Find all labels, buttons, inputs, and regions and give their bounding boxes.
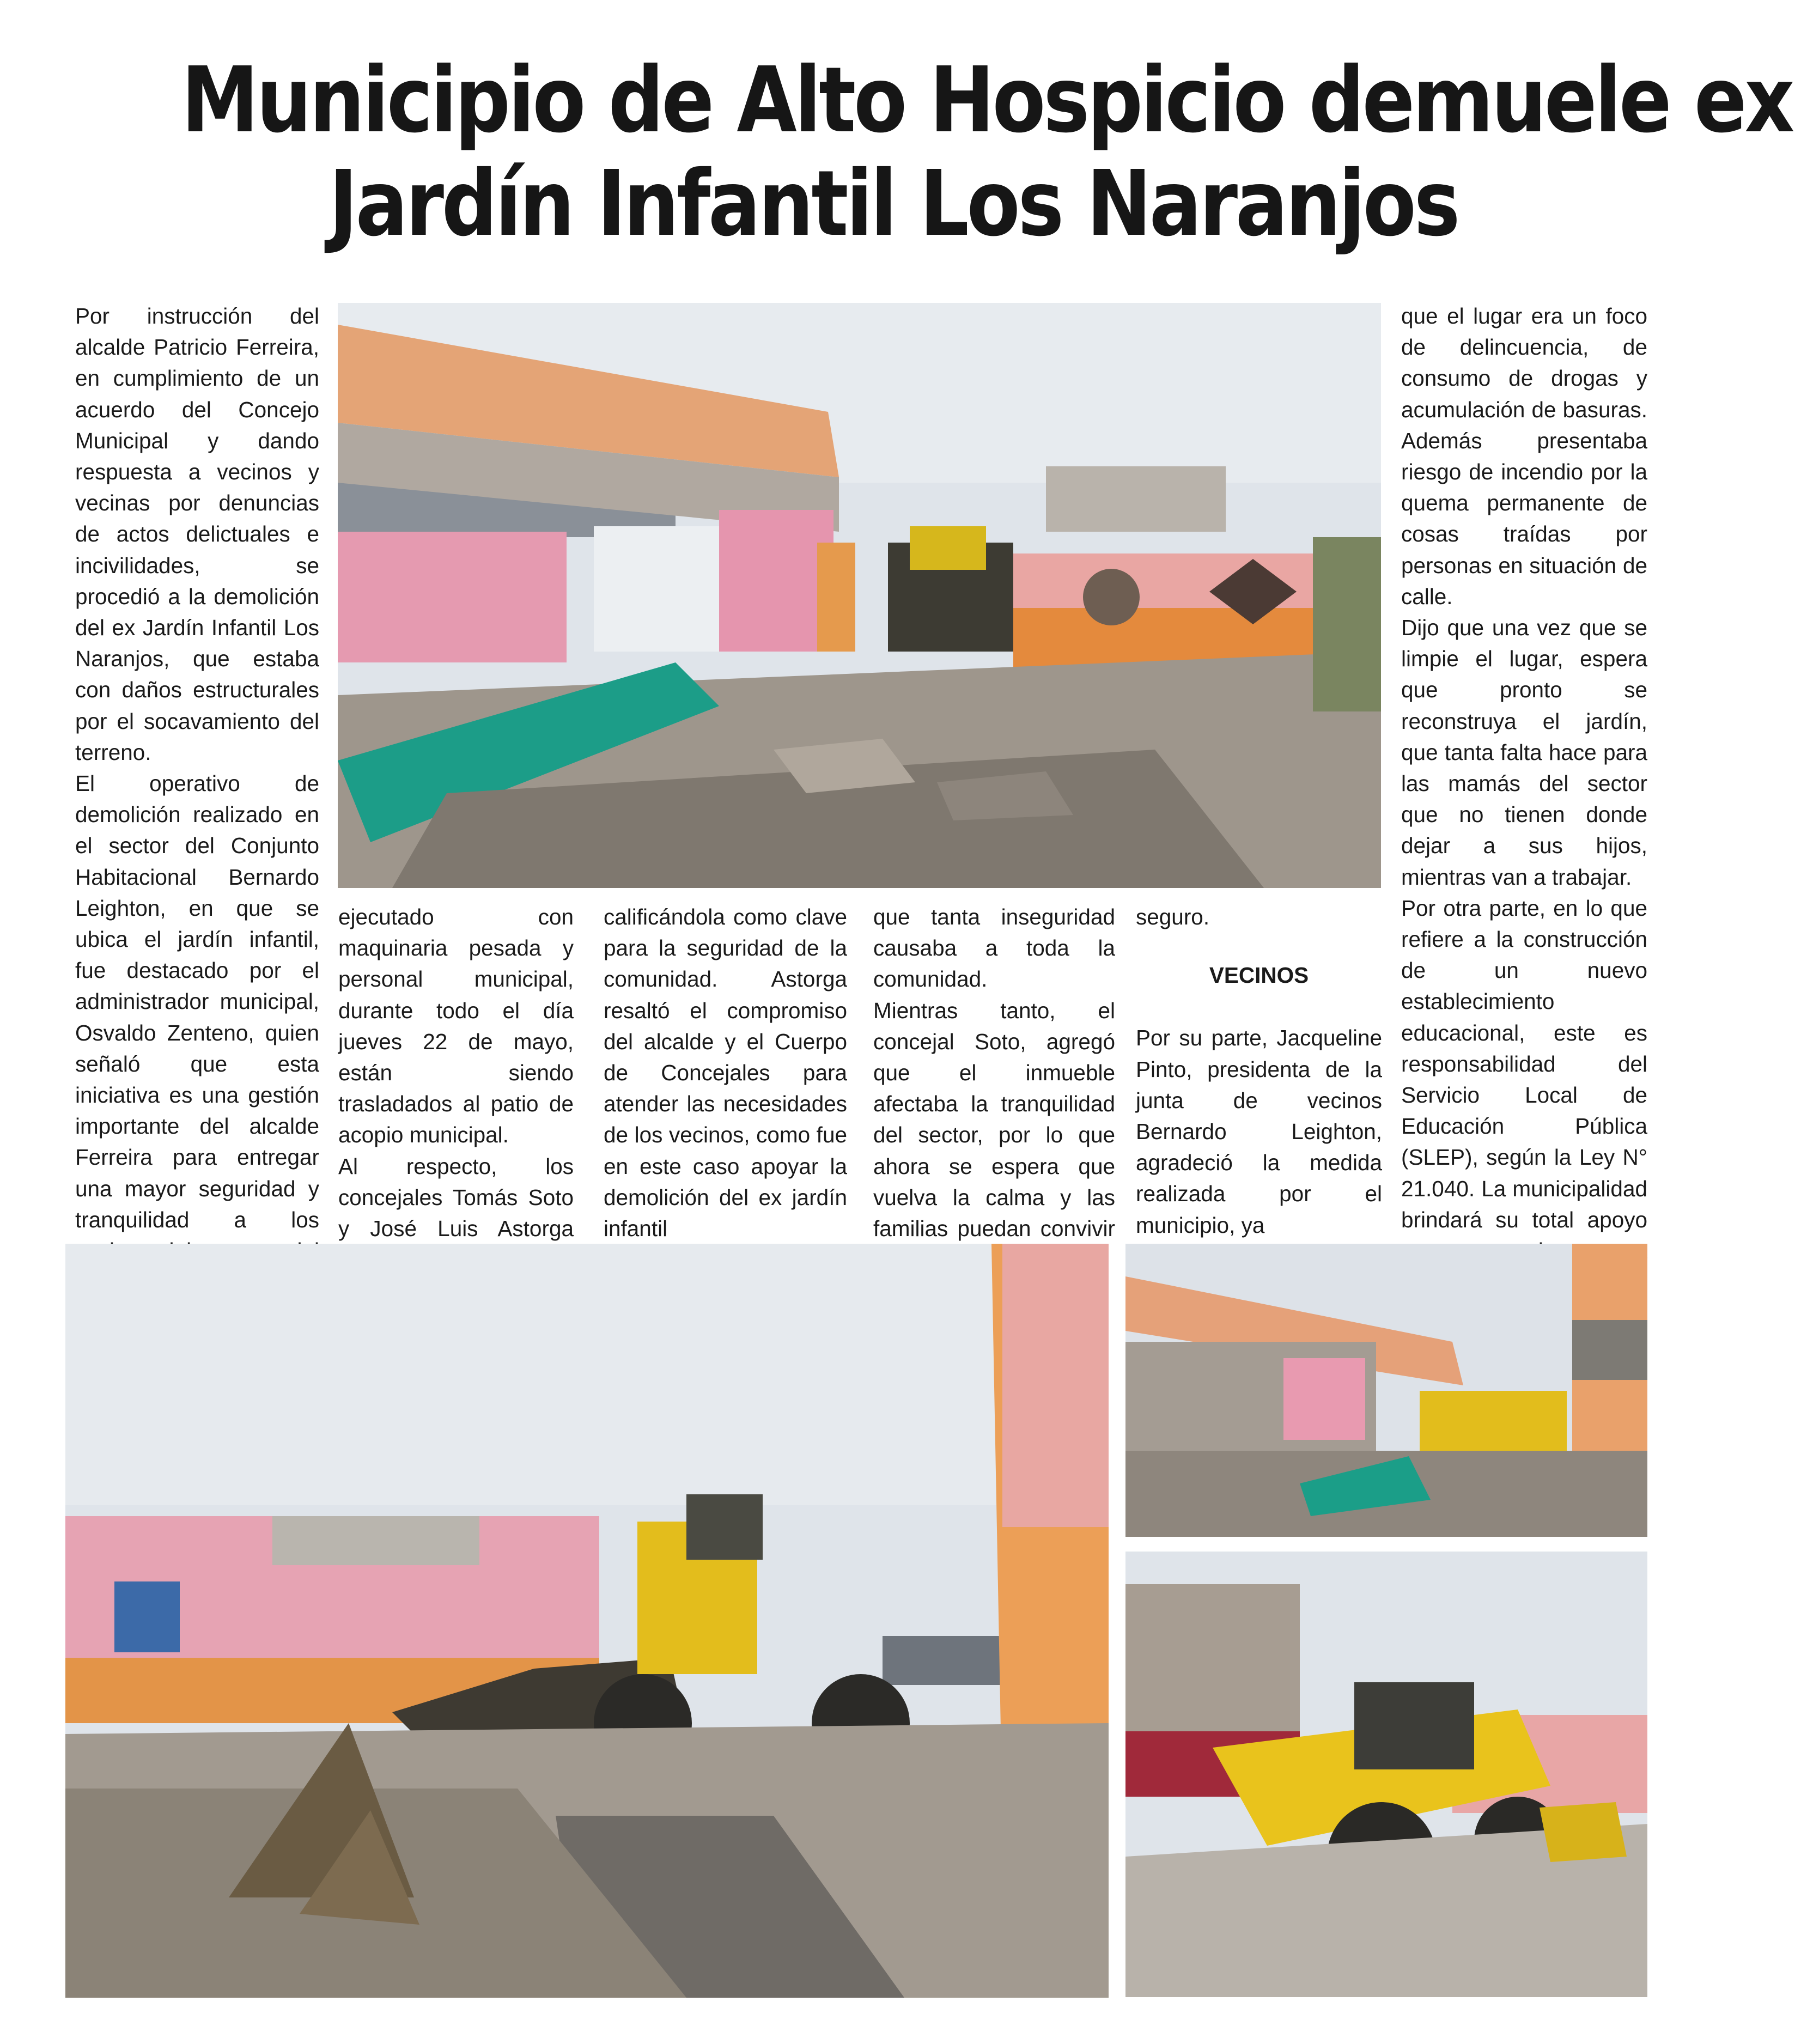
article-column-2: [338, 902, 574, 1275]
paragraph: El operativo de demolición realizado en el sector del Conjunto Habitacional Bernardo Leighton, en que se ubica el jardín infantil, fue destacado por el administrador municipal, Osvaldo Zenteno, quien señaló que esta iniciativa es una gestión importante del alcalde Ferreira para entregar una mayor seguridad y tranquilidad a los: [75, 771, 319, 1232]
article-column-1: [75, 301, 319, 1391]
subheading: VECINOS: [1209, 963, 1309, 988]
article-column-4: [873, 902, 1115, 1275]
article-column-3: [604, 902, 847, 1244]
photo-demolition-rubble: [338, 303, 1381, 888]
headline-line-1: Municipio de Alto Hospicio demuele ex: [181, 48, 1793, 153]
paragraph: seguro.: [1136, 904, 1210, 929]
headline: [181, 48, 1793, 257]
photo-collapsed-structure: [1125, 1244, 1647, 1537]
photo-loader-demolition: [65, 1244, 1109, 1998]
paragraph: Al respecto, los concejales Tomás Soto y José Luis Astorga: [338, 1153, 574, 1242]
paragraph: calificándola como clave para la seguridad de la comunidad. Astorga resaltó el compromiso del alcalde y el Cuerpo de Concejales para atender las necesidades de los vecinos, como fue en este caso apoyar la demolición del ex jardín infantil: [604, 904, 847, 1242]
paragraph: Dijo que una vez que se limpie el lugar, espera que pronto se reconstruya el jardín, que tanta falta hace para las mamás del sector que no tienen donde dejar a sus hijos, mientras van a trabajar.: [1401, 615, 1647, 890]
paragraph: que tanta inseguridad causaba a toda la comunidad.: [873, 904, 1115, 992]
paragraph: Por su parte, Jacqueline Pinto, presidenta de la junta de vecinos Bernardo Leighton, agradeció la medida realizada por el municipio, ya: [1136, 1025, 1382, 1238]
article-column-5: [1136, 902, 1382, 1241]
paragraph: ejecutado con maquinaria pesada y personal municipal, durante todo el día jueves 22 de mayo, están siendo trasladados al patio de acopio municipal.: [338, 904, 574, 1148]
paragraph: Por instrucción del alcalde Patricio Ferreira, en cumplimiento de un acuerdo del Concejo Municipal y dando respuesta a vecinos y vecinas por denuncias de actos delictuales e incivilidades, se procedió a la demolición del ex Jardín Infantil Los Naranjos, que estaba con daños estructurales por el socavamiento del terreno.: [75, 303, 319, 765]
paragraph: Por otra parte, en lo que refiere a la construcción de un nuevo establecimiento educacional, este es responsabilidad del Servicio Local de Educación Pública (SLEP), según la Ley N° 21.040. La municipalidad brindará su total apoyo: [1401, 895, 1647, 1232]
paragraph: Mientras tanto, el concejal Soto, agregó que el inmueble afectaba la tranquilidad del sector, por lo que ahora se espera que vuelva la calma y las familias puedan convivir: [873, 997, 1115, 1242]
headline-line-2: Jardín Infantil Los Naranjos: [328, 151, 1458, 257]
paragraph: que el lugar era un foco de delincuencia, de consumo de drogas y acumulación de basuras. Además presentaba riesgo de incendio por la quema permanente de cosas traídas por personas en situación de calle.: [1401, 303, 1647, 609]
article-column-6: [1401, 301, 1647, 1360]
photo-loader-street: [1125, 1552, 1647, 1997]
